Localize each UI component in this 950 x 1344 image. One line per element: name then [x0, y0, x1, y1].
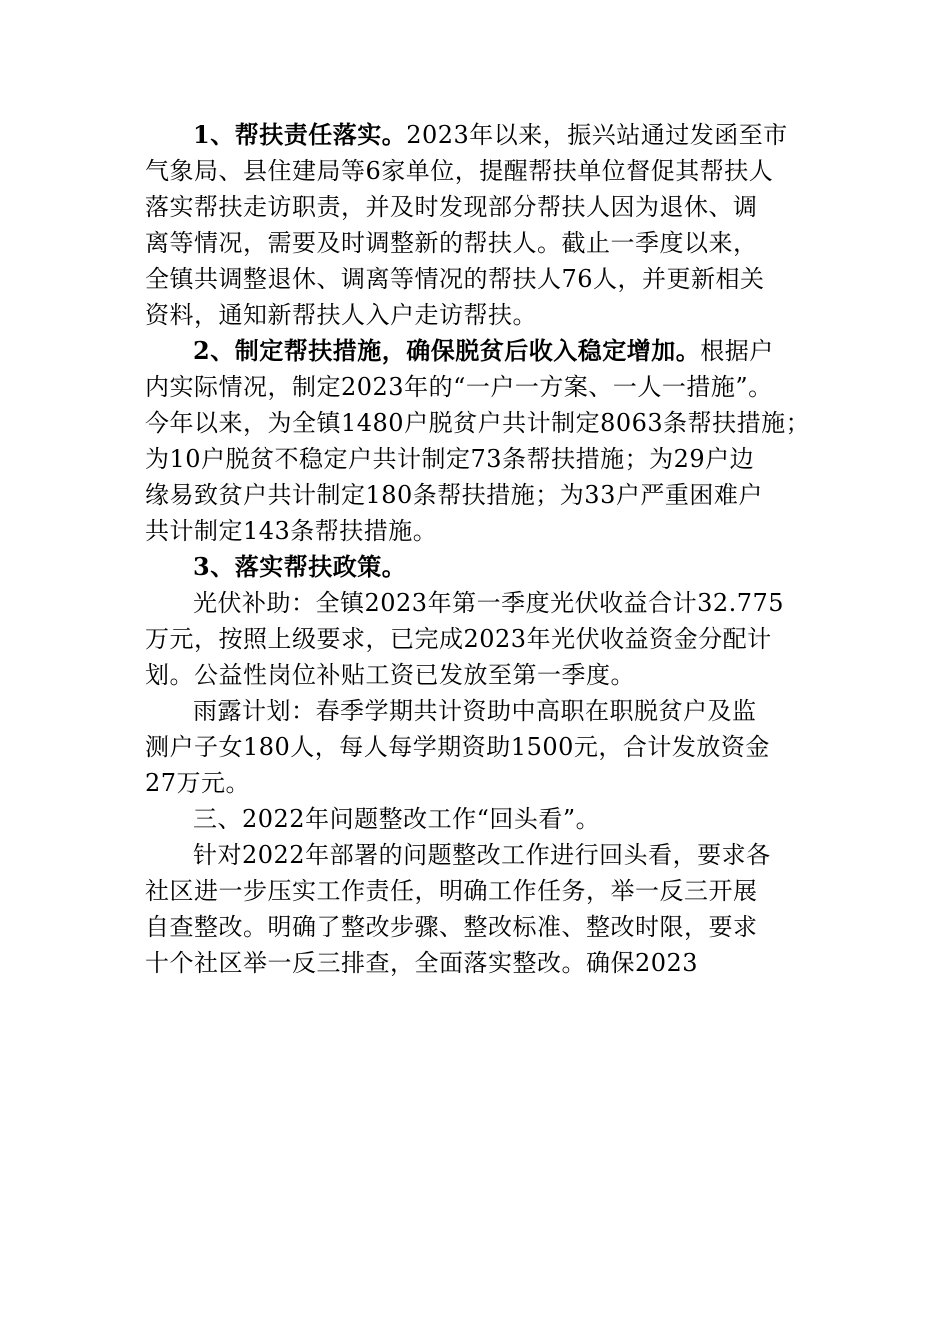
paragraph-6-line-1: 针对2022年部署的问题整改工作进行回头看，要求各 [193, 841, 771, 869]
paragraph-2-line-2: 内实际情况，制定2023年的“一户一方案、一人一措施”。 [145, 373, 773, 401]
paragraph-6-line-2: 社区进一步压实工作责任，明确工作任务，举一反三开展 [145, 877, 758, 905]
paragraph-2-line-3: 今年以来，为全镇1480户脱贫户共计制定8063条帮扶措施； [145, 409, 811, 437]
paragraph-1-line-6: 资料，通知新帮扶人入户走访帮扶。 [145, 301, 537, 329]
paragraph-1-line-2: 气象局、县住建局等6家单位，提醒帮扶单位督促其帮扶人 [145, 157, 774, 185]
section-heading-2: 2、制定帮扶措施，确保脱贫后收入稳定增加。 [193, 336, 701, 365]
paragraph-4-line-1: 光伏补助：全镇2023年第一季度光伏收益合计32.775 [193, 589, 785, 617]
paragraph-1-line-5: 全镇共调整退休、调离等情况的帮扶人76人，并更新相关 [145, 265, 765, 293]
paragraph-2-line-4: 为10户脱贫不稳定户共计制定73条帮扶措施；为29户边 [145, 445, 755, 473]
paragraph-4-line-3: 划。公益性岗位补贴工资已发放至第一季度。 [145, 661, 635, 689]
paragraph-1-line-1: 1、帮扶责任落实。2023年以来，振兴站通过发函至市 [193, 120, 788, 149]
paragraph-2-line-1: 2、制定帮扶措施，确保脱贫后收入稳定增加。根据户 [193, 336, 774, 365]
paragraph-3-heading [145, 549, 810, 585]
section-heading-3: 3、落实帮扶政策。 [193, 552, 407, 581]
paragraph-1-line-3: 落实帮扶走访职责，并及时发现部分帮扶人因为退休、调 [145, 193, 758, 221]
paragraph-6-line-4: 十个社区举一反三排查，全面落实整改。确保2023 [145, 949, 699, 977]
document-body [145, 117, 810, 981]
paragraph-5-line-2: 测户子女180人，每人每学期资助1500元，合计发放资金 [145, 733, 770, 761]
paragraph-6-line-3: 自查整改。明确了整改步骤、整改标准、整改时限，要求 [145, 913, 758, 941]
paragraph-2-line-6: 共计制定143条帮扶措施。 [145, 517, 438, 545]
paragraph-4-line-2: 万元，按照上级要求，已完成2023年光伏收益资金分配计 [145, 625, 772, 653]
paragraph-2-line-5: 缘易致贫户共计制定180条帮扶措施；为33户严重困难户 [145, 481, 763, 509]
section-heading-1: 1、帮扶责任落实。 [193, 120, 407, 149]
paragraph-5-line-1: 雨露计划：春季学期共计资助中高职在职脱贫户及监 [193, 697, 757, 725]
section-heading-4: 三、2022年问题整改工作“回头看”。 [193, 805, 601, 833]
paragraph-1-line-4: 离等情况，需要及时调整新的帮扶人。截止一季度以来， [145, 229, 758, 257]
paragraph-5-line-3: 27万元。 [145, 769, 251, 797]
